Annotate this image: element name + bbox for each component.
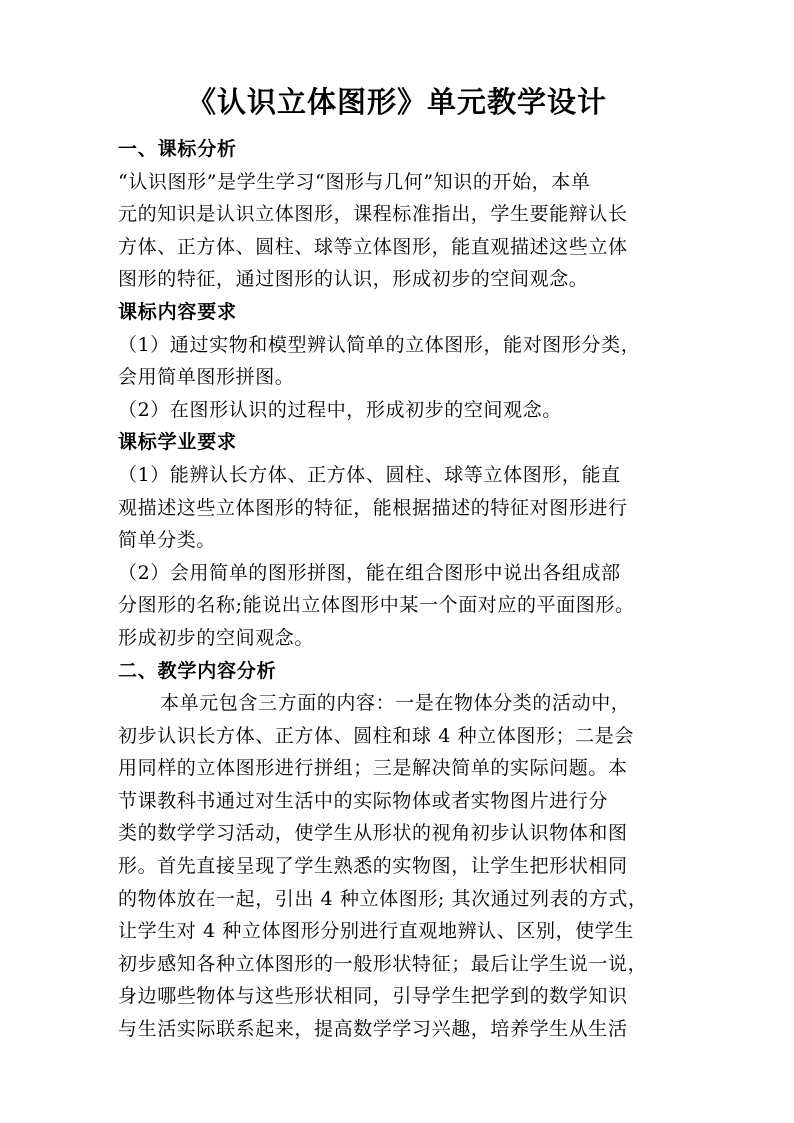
paragraph-line: 让学生对 4 种立体图形分别进行直观地辨认、区别，使学生 <box>118 920 634 943</box>
paragraph-line: （1）通过实物和模型辨认简单的立体图形，能对图形分类， <box>118 333 641 356</box>
paragraph-line: 与生活实际联系起来，提高数学学习兴趣，培养学生从生活 <box>118 1018 628 1041</box>
subheading-content-requirements: 课标内容要求 <box>118 300 237 323</box>
paragraph-line: 本单元包含三方面的内容：一是在物体分类的活动中， <box>160 692 631 715</box>
paragraph-line: 图形的特征，通过图形的认识，形成初步的空间观念。 <box>118 268 589 291</box>
paragraph-line: “认识图形”是学生学习“图形与几何”知识的开始，本单 <box>118 170 591 193</box>
section-heading-curriculum-analysis: 一、课标分析 <box>118 138 237 160</box>
paragraph-line: 初步感知各种立体图形的一般形状特征；最后让学生说一说， <box>118 952 648 975</box>
paragraph-line: 的物体放在一起，引出 4 种立体图形; 其次通过列表的方式， <box>118 887 648 910</box>
paragraph-line: 初步认识长方体、正方体、圆柱和球 4 种立体图形；二是会 <box>118 724 634 747</box>
paragraph-line: 形成初步的空间观念。 <box>118 626 315 649</box>
paragraph-line: （1）能辨认长方体、正方体、圆柱、球等立体图形，能直 <box>118 463 621 486</box>
paragraph-line: 元的知识是认识立体图形，课程标准指出，学生要能辩认长 <box>118 203 628 226</box>
paragraph-line: （2）在图形认识的过程中，形成初步的空间观念。 <box>118 398 562 421</box>
paragraph-line: 节课教科书通过对生活中的实际物体或者实物图片进行分 <box>118 789 609 812</box>
section-heading-content-analysis: 二、教学内容分析 <box>118 659 277 682</box>
paragraph-line: 形。首先直接呈现了学生熟悉的实物图，让学生把形状相同 <box>118 855 628 878</box>
paragraph-line: 简单分类。 <box>118 529 217 552</box>
paragraph-line: 方体、正方体、圆柱、球等立体图形，能直观描述这些立体 <box>118 235 628 258</box>
paragraph-line: 类的数学学习活动，使学生从形状的视角初步认识物体和图 <box>118 822 628 845</box>
subheading-academic-requirements: 课标学业要求 <box>118 431 237 454</box>
document-body <box>118 133 688 1046</box>
paragraph-line: 身边哪些物体与这些形状相同，引导学生把学到的数学知识 <box>118 985 628 1008</box>
paragraph-line: 分图形的名称;能说出立体图形中某一个面对应的平面图形。 <box>118 594 635 617</box>
paragraph-line: 观描述这些立体图形的特征，能根据描述的特征对图形进行 <box>118 496 628 519</box>
paragraph-line: 用同样的立体图形进行拼组；三是解决简单的实际问题。本 <box>118 757 628 780</box>
document-title: 《认识立体图形》单元教学设计 <box>186 85 607 119</box>
paragraph-line: （2）会用简单的图形拼图，能在组合图形中说出各组成部 <box>118 561 621 584</box>
paragraph-line: 会用简单图形拼图。 <box>118 366 295 389</box>
